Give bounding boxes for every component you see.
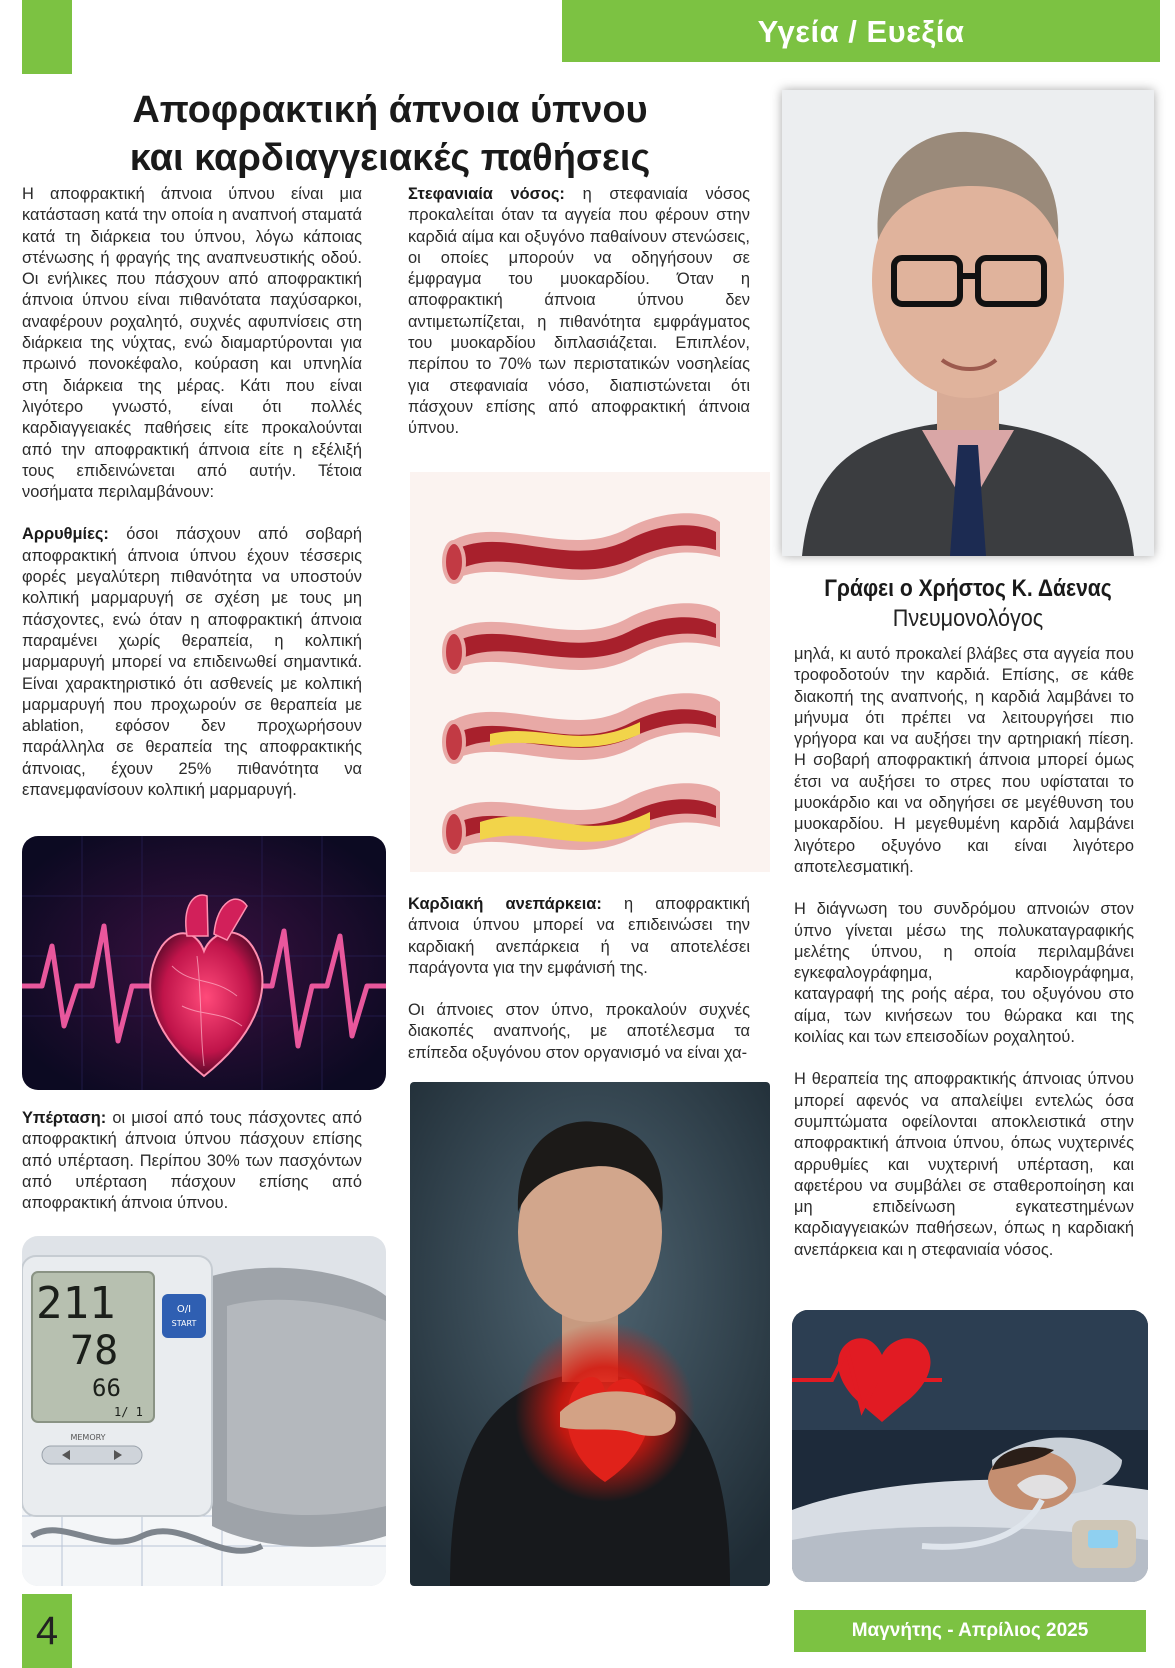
author-photo bbox=[782, 90, 1154, 556]
section-title: Υγεία / Ευεξία bbox=[757, 14, 965, 49]
hypertension-label: Υπέρταση: bbox=[22, 1109, 107, 1127]
page-number-text: 4 bbox=[35, 1609, 59, 1653]
diastolic-reading: 78 bbox=[70, 1328, 119, 1374]
man-chest-pain-image bbox=[410, 1082, 770, 1586]
section-banner bbox=[562, 0, 1160, 62]
intro-paragraph: Η αποφρακτική άπνοια ύπνου είναι μια κατάσταση κατά την οποία η αναπνοή σταματά κατά τη διάρκεια του ύπνου, λόγω κάποιας στένωσης ή φραγής της αναπνευστικής οδού. Οι ενήλικες που πάσχουν από αποφρακτική άπνοια ύπνου είναι πιθανότατα παχύσαρκοι, αναφέρουν ροχαλητό, συχνές αφυπνίσεις στη διάρκεια της νύχτας, ενώ διαμαρτύρονται για πρωινό πονοκέφαλο, κούραση και υπνηλία στη διάρκεια της μέρας. Κάτι που είναι λιγότερο γνωστό, είναι ότι πολλές καρδιαγγειακές παθήσεις είτε προκαλούνται από την αποφρακτική άπνοια είτε η εξέλιξή τους επιδεινώνεται από αυτήν. Τέτοια νοσήματα περιλαμβάνουν: bbox=[22, 185, 362, 502]
column-3 bbox=[794, 644, 1134, 1282]
start-button-label: START bbox=[171, 1319, 197, 1328]
blood-pressure-monitor-image bbox=[22, 1236, 386, 1586]
page-number bbox=[22, 1594, 72, 1668]
title-line-2: και καρδιαγγειακές παθήσεις bbox=[129, 137, 651, 179]
pulse-reading: 66 bbox=[92, 1374, 121, 1402]
arrhythmias-paragraph bbox=[22, 524, 362, 801]
artery-plaque-illustration bbox=[410, 472, 770, 872]
power-button-label: O/I bbox=[176, 1304, 192, 1315]
memory-index: 1/ 1 bbox=[114, 1405, 143, 1419]
coronary-paragraph bbox=[408, 184, 750, 440]
heart-failure-paragraph bbox=[408, 894, 750, 979]
title-line-1: Αποφρακτική άπνοια ύπνου bbox=[132, 89, 648, 131]
diagnosis-paragraph: Η διάγνωση του συνδρόμου απνοιών στον ύπνο γίνεται μέσω της πολυκαταγραφικής μελέτης ύπνου, η οποία περιλαμβάνει εγκεφαλογράφημα, καρδιογράφημα, καταγραφή της ροής αέρα, του οξυγόνου στο αίμα, των κινήσεων του θώρακα και της κοιλίας και των επεισοδίων ροχαλητού. bbox=[794, 900, 1134, 1047]
column-2-lower bbox=[408, 894, 750, 1085]
author-byline bbox=[782, 574, 1154, 634]
heart-ecg-image bbox=[22, 836, 386, 1090]
apnea-effects-end: μηλά, κι αυτό προκαλεί βλάβες στα αγγεία που τροφοδοτούν την καρδιά. Επίσης, σε κάθε διακοπή της αναπνοής, η καρδιά λαμβάνει το μήνυμα ότι πρέπει να λειτουργήσει πιο γρήγορα και να αυξήσει την αρτηριακή πίεση. Η σοβαρή αποφρακτική άπνοια μπορεί όμως έτσι να αυξήσει το στρες που υφίσταται το μυοκάρδιο και να οδηγήσει σε μεγέθυνση του μυοκαρδίου. Η μεγεθυμένη καρδιά λαμβάνει λιγότερο οξυγόνο και είναι λιγότερο αποτελεσματική. bbox=[794, 645, 1134, 876]
heart-failure-label: Καρδιακή ανεπάρκεια: bbox=[408, 895, 602, 913]
column-2 bbox=[408, 184, 750, 461]
hypertension-text: οι μισοί από τους πάσχοντες από αποφρακτική άπνοια ύπνου πάσχουν επίσης από υπέρταση. Περίπου 30% των πασχόντων από υπέρταση πάσχουν επίσης από αποφρακτική άπνοια ύπνου. bbox=[22, 1109, 362, 1213]
arrhythmias-text: όσοι πάσχουν από σοβαρή αποφρακτική άπνοια ύπνου έχουν τέσσερις φορές μεγαλύτερη πιθανότητα να υποστούν κολπική μαρμαρυγή σε σχέση με τους μη πάσχοντες, ενώ όταν η αποφρακτική άπνοια παραμένει χωρίς θεραπεία, η κολπική μαρμαρυγή μπορεί να επιδεινωθεί σημαντικά. Είναι χαρακτηριστικό ότι ασθενείς με κολπική μαρμαρυγή που προχωρούν σε θεραπεία με ablation, εφόσον δεν προχωρήσουν παράλληλα σε θεραπεία της αποφρακτικής άπνοιας, έχουν 25% πιθανότητα να επανεμφανίσουν κολπική μαρμαρυγή. bbox=[22, 525, 362, 800]
cpap-sleeping-man-image bbox=[792, 1310, 1148, 1582]
corner-accent-block bbox=[22, 0, 72, 74]
coronary-text: η στεφανιαία νόσος προκαλείται όταν τα αγγεία που φέρουν στην καρδιά αίμα και οξυγόνο παθαίνουν στενώσεις, οι οποίες μπορούν να οδηγήσουν σε έμφραγμα του μυοκαρδίου. Όταν η αποφρακτική άπνοια ύπνου δεν αντιμετωπίζεται, η πιθανότητα εμφράγματος του μυοκαρδίου διπλασιάζεται. Επιπλέον, περίπου το 70% των περιστατικών νοσηλείας για στεφανιαία νόσο, διαπιστώνεται ότι πάσχουν επίσης από αποφρακτική άπνοια ύπνου. bbox=[408, 185, 750, 438]
author-role: Πνευμονολόγος bbox=[892, 605, 1044, 632]
column-1 bbox=[22, 184, 362, 822]
systolic-reading: 211 bbox=[36, 1278, 116, 1329]
hypertension-column bbox=[22, 1108, 362, 1235]
footer-banner bbox=[794, 1610, 1146, 1652]
therapy-paragraph: Η θεραπεία της αποφρακτικής άπνοιας ύπνου μπορεί αφενός να απαλείψει εντελώς όσα συμπτώματα οφείλονται αποκλειστικά στην αποφρακτική άπνοια ύπνου, όπως νυχτερινές αρρυθμίες και νυχτερινή υπέρταση, και αφετέρου να συμβάλει σε σταθεροποίηση και μη επιδείνωση εγκατεστημένων καρδιαγγειακών παθήσεων, όπως η καρδιακή ανεπάρκεια και η στεφανιαία νόσος. bbox=[794, 1070, 1134, 1259]
heart-failure-text: η αποφρακτική άπνοια ύπνου μπορεί να επιδεινώσει την καρδιακή ανεπάρκεια ή να αποτελέσει παράγοντα για την εμφάνισή της. bbox=[408, 895, 750, 977]
memory-label: MEMORY bbox=[70, 1433, 106, 1442]
arrhythmias-label: Αρρυθμίες: bbox=[22, 525, 109, 544]
coronary-label: Στεφανιαία νόσος: bbox=[408, 185, 565, 203]
apnea-effects-start: Οι άπνοιες στον ύπνο, προκαλούν συχνές διακοπές αναπνοής, με αποτέλεσμα τα επίπεδα οξυγόνου στον οργανισμό να είναι χα- bbox=[408, 1001, 750, 1062]
hypertension-paragraph bbox=[22, 1108, 362, 1214]
author-name: Γράφει ο Χρήστος Κ. Δάενας bbox=[824, 575, 1112, 602]
article-title bbox=[30, 86, 750, 182]
issue-label: Μαγνήτης - Απρίλιος 2025 bbox=[851, 1620, 1089, 1641]
